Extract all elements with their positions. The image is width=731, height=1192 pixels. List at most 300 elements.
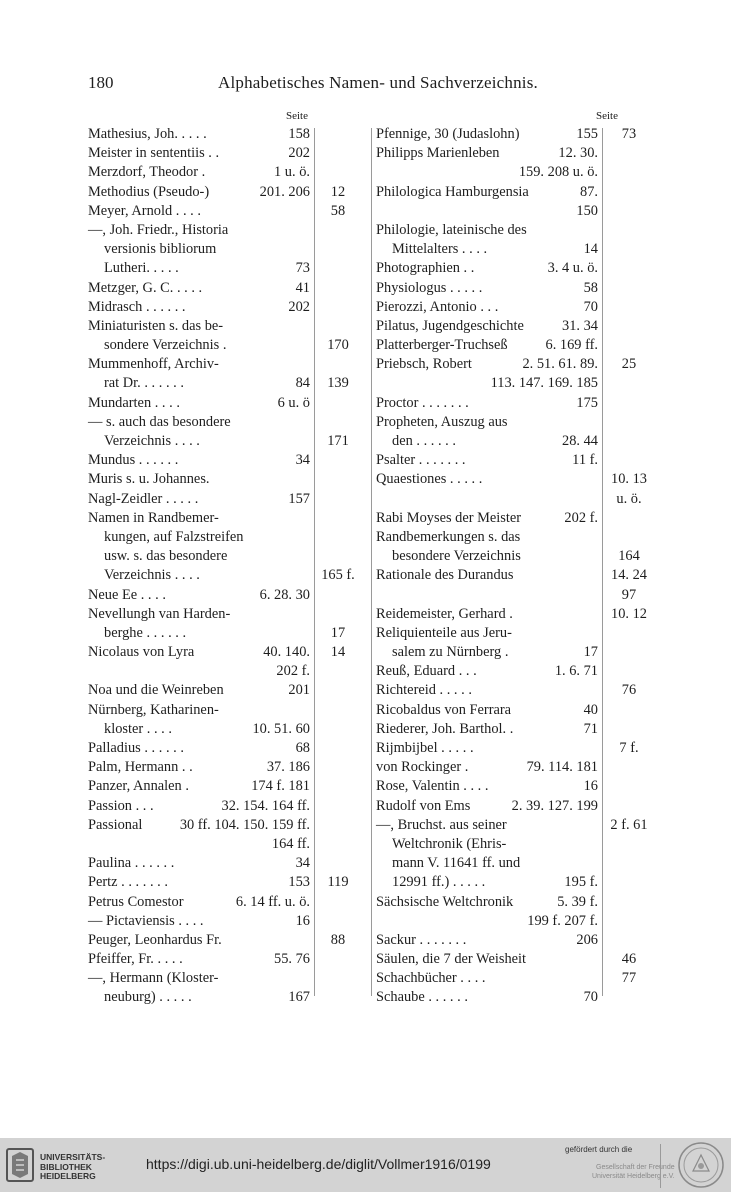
supplement-page: 2 f. 61 bbox=[610, 816, 648, 833]
supplement-page bbox=[602, 202, 656, 221]
column-rule bbox=[371, 128, 372, 996]
supplement-page bbox=[602, 317, 656, 336]
footer-divider bbox=[660, 1144, 661, 1188]
index-entry bbox=[88, 509, 310, 528]
index-entry bbox=[88, 662, 310, 681]
entry-term: Merzdorf, Theodor . bbox=[88, 164, 206, 181]
entry-term: —, Joh. Friedr., Historia bbox=[88, 221, 229, 238]
index-entry bbox=[88, 279, 310, 298]
entry-pages: 34 bbox=[295, 452, 310, 469]
entry-pages: 73 bbox=[295, 260, 310, 277]
index-entry bbox=[376, 394, 598, 413]
entry-term: Pertz . . . . . . . bbox=[88, 874, 168, 891]
entry-term: kungen, auf Falzstreifen bbox=[104, 528, 244, 545]
entry-term: Noa und die Weinreben bbox=[88, 682, 224, 699]
entry-term: Nürnberg, Katharinen- bbox=[88, 701, 219, 718]
index-entry bbox=[88, 202, 310, 221]
entry-term: —, Bruchst. aus seiner bbox=[376, 816, 507, 833]
index-entry bbox=[88, 240, 310, 259]
index-entry bbox=[376, 605, 598, 624]
entry-term: — s. auch das besondere bbox=[88, 413, 231, 430]
entry-term: Passional bbox=[88, 816, 143, 833]
index-entry bbox=[88, 777, 310, 796]
index-entry bbox=[88, 125, 310, 144]
index-entry bbox=[88, 451, 310, 470]
entry-pages: 2. 39. 127. 199 bbox=[511, 797, 598, 814]
entry-term: Verzeichnis . . . . bbox=[104, 567, 200, 584]
index-entry bbox=[88, 893, 310, 912]
supplement-page bbox=[314, 969, 362, 988]
entry-term: usw. s. das besondere bbox=[104, 548, 228, 565]
entry-term: sondere Verzeichnis . bbox=[104, 337, 227, 354]
entry-term: Panzer, Annalen . bbox=[88, 778, 189, 795]
index-entry bbox=[376, 240, 598, 259]
supplement-page: 171 bbox=[327, 433, 349, 449]
index-entry bbox=[376, 643, 598, 662]
right-index-column bbox=[376, 125, 598, 1008]
supplement-page bbox=[314, 298, 362, 317]
entry-term: Meister in sententiis . . bbox=[88, 145, 220, 162]
entry-pages: 79. 114. 181 bbox=[526, 759, 598, 776]
entry-pages: 87. bbox=[580, 183, 598, 200]
entry-pages: 31. 34 bbox=[562, 317, 598, 334]
entry-term: mann V. 11641 ff. und bbox=[392, 855, 521, 872]
entry-term: Methodius (Pseudo-) bbox=[88, 183, 210, 200]
supplement-page bbox=[314, 355, 362, 374]
entry-term: Pfennige, 30 (Judaslohn) bbox=[376, 126, 520, 142]
index-entry bbox=[88, 490, 310, 509]
entry-pages: 6. 28. 30 bbox=[259, 586, 310, 603]
supplement-page bbox=[602, 797, 656, 816]
supplement-page bbox=[314, 797, 362, 816]
supplement-page bbox=[314, 912, 362, 931]
supplement-page bbox=[314, 950, 362, 969]
entry-pages: 17 bbox=[583, 644, 598, 661]
entry-term: Neue Ee . . . . bbox=[88, 586, 166, 603]
index-entry bbox=[88, 681, 310, 700]
entry-pages: 199 f. 207 f. bbox=[527, 912, 598, 929]
supplement-page bbox=[314, 662, 362, 681]
entry-pages: 158 bbox=[288, 126, 310, 142]
entry-term: Richtereid . . . . . bbox=[376, 682, 472, 699]
supplement-page: u. ö. bbox=[616, 490, 642, 507]
supplement-page bbox=[602, 144, 656, 163]
supplement-page bbox=[602, 720, 656, 739]
index-entry bbox=[88, 854, 310, 873]
entry-pages: 32. 154. 164 ff. bbox=[221, 797, 310, 814]
index-entry bbox=[376, 662, 598, 681]
supplement-page: 139 bbox=[327, 375, 349, 392]
entry-pages: 6. 169 ff. bbox=[545, 337, 598, 354]
entry-term: Philologica Hamburgensia bbox=[376, 183, 529, 200]
supplement-page bbox=[314, 240, 362, 259]
supplement-page: 14. 24 bbox=[611, 567, 647, 584]
supplement-page bbox=[314, 470, 362, 489]
left-index-column bbox=[88, 125, 310, 1008]
index-entry bbox=[88, 816, 310, 835]
index-entry bbox=[88, 739, 310, 758]
supplement-page: 77 bbox=[621, 970, 637, 987]
supplement-page: 46 bbox=[621, 951, 637, 968]
index-entry bbox=[376, 336, 598, 355]
entry-term: Rudolf von Ems bbox=[376, 797, 471, 814]
index-entry bbox=[376, 681, 598, 700]
entry-term: besondere Verzeichnis bbox=[392, 548, 521, 565]
index-entry bbox=[376, 528, 598, 547]
supplement-page: 88 bbox=[330, 931, 346, 948]
index-entry bbox=[88, 470, 310, 489]
supplement-page bbox=[314, 586, 362, 605]
index-entry bbox=[376, 279, 598, 298]
supplement-page: 10. 12 bbox=[611, 605, 647, 622]
index-entry bbox=[376, 451, 598, 470]
entry-term: Photographien . . bbox=[376, 260, 475, 277]
index-entry bbox=[88, 586, 310, 605]
supplement-page bbox=[314, 125, 362, 144]
supplement-page bbox=[602, 336, 656, 355]
supplement-page: 76 bbox=[621, 682, 637, 699]
supplement-page bbox=[314, 816, 362, 835]
supplement-page bbox=[602, 931, 656, 950]
entry-term: Namen in Randbemer- bbox=[88, 509, 219, 526]
entry-term: Mathesius, Joh. . . . . bbox=[88, 126, 207, 142]
supplement-page bbox=[602, 988, 656, 1007]
index-entry bbox=[88, 566, 310, 585]
entry-pages: 11 f. bbox=[572, 452, 598, 469]
entry-pages: 34 bbox=[295, 855, 310, 872]
entry-term: Nicolaus von Lyra bbox=[88, 644, 195, 661]
entry-pages: 84 bbox=[295, 375, 310, 392]
entry-term: Muris s. u. Johannes. bbox=[88, 471, 210, 488]
entry-term: Rationale des Durandus bbox=[376, 567, 514, 584]
entry-pages: 16 bbox=[583, 778, 598, 795]
supplement-page: 17 bbox=[330, 624, 346, 641]
entry-term: Reliquienteile aus Jeru- bbox=[376, 624, 512, 641]
entry-term: den . . . . . . bbox=[392, 433, 456, 449]
index-entry bbox=[88, 605, 310, 624]
index-entry bbox=[88, 394, 310, 413]
index-entry bbox=[376, 988, 598, 1007]
supplement-page bbox=[314, 777, 362, 796]
supplement-page bbox=[314, 835, 362, 854]
index-entry bbox=[88, 912, 310, 931]
entry-term: Mittelalters . . . . bbox=[392, 241, 488, 258]
entry-pages: 157 bbox=[288, 490, 310, 507]
supplement-page: 10. 13 bbox=[611, 471, 647, 488]
supplement-page: 119 bbox=[327, 874, 349, 891]
library-logo-icon bbox=[6, 1148, 34, 1182]
entry-pages: 58 bbox=[583, 279, 598, 296]
supplement-page: 14 bbox=[330, 644, 346, 661]
entry-pages: 201 bbox=[288, 682, 310, 699]
entry-pages: 3. 4 u. ö. bbox=[547, 260, 598, 277]
supplement-page bbox=[314, 893, 362, 912]
entry-term: Propheten, Auszug aus bbox=[376, 413, 508, 430]
index-entry bbox=[376, 854, 598, 873]
entry-term: Rijmbijbel . . . . . bbox=[376, 740, 474, 756]
entry-term: Miniaturisten s. das be- bbox=[88, 317, 224, 334]
index-entry bbox=[376, 259, 598, 278]
supplement-page bbox=[602, 183, 656, 202]
entry-pages: 14 bbox=[583, 241, 598, 258]
supplement-page bbox=[314, 413, 362, 432]
entry-pages: 206 bbox=[576, 931, 598, 948]
supplement-page bbox=[602, 279, 656, 298]
supplement-page bbox=[602, 451, 656, 470]
entry-pages: 167 bbox=[288, 989, 310, 1006]
entry-term: Pilatus, Jugendgeschichte bbox=[376, 317, 524, 334]
left-supplement-column bbox=[314, 125, 362, 1008]
supplement-page: 7 f. bbox=[619, 740, 639, 756]
index-entry bbox=[88, 221, 310, 240]
supplement-page bbox=[602, 240, 656, 259]
entry-term: Nevellungh van Harden- bbox=[88, 605, 231, 622]
entry-pages: 55. 76 bbox=[274, 951, 310, 968]
entry-term: Riederer, Joh. Barthol. . bbox=[376, 720, 514, 737]
supplement-page bbox=[602, 893, 656, 912]
index-entry bbox=[376, 931, 598, 950]
entry-pages: 41 bbox=[295, 279, 310, 296]
supplement-page bbox=[602, 854, 656, 873]
entry-pages: 37. 186 bbox=[266, 759, 310, 776]
index-entry bbox=[376, 317, 598, 336]
entry-pages: 6 u. ö bbox=[277, 394, 310, 411]
entry-term: Metzger, G. C. . . . . bbox=[88, 279, 203, 296]
entry-pages: 164 ff. bbox=[271, 835, 310, 852]
entry-term: Mundarten . . . . bbox=[88, 394, 180, 411]
entry-term: Mundus . . . . . . bbox=[88, 452, 179, 469]
supplement-page: 73 bbox=[621, 126, 637, 142]
supplement-page bbox=[602, 777, 656, 796]
supplement-page bbox=[602, 701, 656, 720]
source-url[interactable]: https://digi.ub.uni-heidelberg.de/diglit/Vollmer1916/0199 bbox=[146, 1156, 491, 1172]
index-entry bbox=[88, 298, 310, 317]
entry-term: Randbemerkungen s. das bbox=[376, 528, 521, 545]
supplement-page bbox=[602, 624, 656, 643]
entry-term: Priebsch, Robert bbox=[376, 356, 472, 373]
entry-term: Verzeichnis . . . . bbox=[104, 433, 200, 449]
index-entry bbox=[88, 931, 310, 950]
index-entry bbox=[88, 432, 310, 451]
entry-term: Mummenhoff, Archiv- bbox=[88, 356, 219, 373]
index-entry bbox=[88, 720, 310, 739]
supplement-page bbox=[314, 988, 362, 1007]
supplement-page bbox=[314, 528, 362, 547]
entry-pages: 5. 39 f. bbox=[557, 893, 598, 910]
index-entry bbox=[88, 988, 310, 1007]
entry-pages: 202 f. bbox=[276, 663, 310, 680]
entry-term: Weltchronik (Ehris- bbox=[392, 835, 507, 852]
supplement-page bbox=[602, 758, 656, 777]
index-entry bbox=[376, 183, 598, 202]
index-entry bbox=[88, 183, 310, 202]
supplement-page bbox=[314, 490, 362, 509]
index-entry bbox=[88, 950, 310, 969]
society-name: Gesellschaft der Freunde Universität Heidelberg e.V. bbox=[592, 1164, 675, 1180]
index-entry bbox=[88, 643, 310, 662]
index-entry bbox=[376, 950, 598, 969]
supplement-page: 25 bbox=[621, 356, 637, 373]
index-entry bbox=[88, 528, 310, 547]
supplement-page bbox=[602, 509, 656, 528]
index-entry bbox=[376, 355, 598, 374]
entry-term: salem zu Nürnberg . bbox=[392, 644, 509, 661]
entry-term: berghe . . . . . . bbox=[104, 624, 187, 641]
index-entry bbox=[88, 835, 310, 854]
entry-term: versionis bibliorum bbox=[104, 241, 217, 258]
entry-term: Säulen, die 7 der Weisheit bbox=[376, 951, 527, 968]
index-entry bbox=[88, 624, 310, 643]
entry-term: Schaube . . . . . . bbox=[376, 989, 468, 1006]
entry-term: 12991 ff.) . . . . . bbox=[392, 874, 486, 891]
supplement-page bbox=[602, 835, 656, 854]
entry-pages: 68 bbox=[295, 740, 310, 756]
entry-pages: 202 bbox=[288, 145, 310, 162]
supplement-page bbox=[314, 605, 362, 624]
supplement-page bbox=[314, 681, 362, 700]
entry-pages: 40 bbox=[583, 701, 598, 718]
index-entry bbox=[376, 413, 598, 432]
entry-term: Rabi Moyses der Meister bbox=[376, 509, 522, 526]
supplement-page bbox=[602, 221, 656, 240]
index-entry bbox=[88, 797, 310, 816]
entry-pages: 70 bbox=[583, 989, 598, 1006]
entry-term: Rose, Valentin . . . . bbox=[376, 778, 489, 795]
entry-pages: 2. 51. 61. 89. bbox=[522, 356, 598, 373]
index-entry bbox=[376, 835, 598, 854]
supplement-page bbox=[314, 547, 362, 566]
index-entry bbox=[88, 701, 310, 720]
entry-pages: 202 f. bbox=[564, 509, 598, 526]
index-entry bbox=[376, 912, 598, 931]
index-entry bbox=[376, 490, 598, 509]
entry-pages: 12. 30. bbox=[558, 145, 598, 162]
entry-pages: 10. 51. 60 bbox=[252, 720, 310, 737]
entry-term: Proctor . . . . . . . bbox=[376, 394, 469, 411]
entry-term: neuburg) . . . . . bbox=[104, 989, 192, 1006]
entry-term: Philologie, lateinische des bbox=[376, 221, 527, 238]
supplement-page: 12 bbox=[330, 183, 346, 200]
index-entry bbox=[376, 777, 598, 796]
index-entry bbox=[376, 893, 598, 912]
entry-pages: 153 bbox=[288, 874, 310, 891]
entry-term: Reuß, Eduard . . . bbox=[376, 663, 477, 680]
supplement-page bbox=[602, 912, 656, 931]
supplement-page bbox=[602, 643, 656, 662]
index-entry bbox=[376, 221, 598, 240]
entry-term: Passion . . . bbox=[88, 797, 154, 814]
supplement-page: 165 f. bbox=[321, 567, 355, 584]
entry-term: Philipps Marienleben bbox=[376, 145, 500, 162]
index-entry bbox=[376, 797, 598, 816]
entry-term: rat Dr. . . . . . . bbox=[104, 375, 184, 392]
supplement-page bbox=[602, 259, 656, 278]
entry-term: Platterberger-Truchseß bbox=[376, 337, 508, 354]
entry-term: Lutheri. . . . . bbox=[104, 260, 179, 277]
seite-label-right: Seite bbox=[596, 110, 618, 122]
supplement-page bbox=[314, 279, 362, 298]
seite-label-left: Seite bbox=[286, 110, 308, 122]
entry-term: Palladius . . . . . . bbox=[88, 740, 184, 756]
entry-term: Quaestiones . . . . . bbox=[376, 471, 483, 488]
supplement-page bbox=[314, 720, 362, 739]
supplement-page bbox=[314, 144, 362, 163]
supplement-page: 58 bbox=[330, 202, 346, 219]
column-rule bbox=[602, 128, 603, 996]
supplement-page bbox=[602, 374, 656, 393]
index-entry bbox=[88, 547, 310, 566]
supplement-page bbox=[602, 394, 656, 413]
index-entry bbox=[376, 739, 598, 758]
entry-term: Palm, Hermann . . bbox=[88, 759, 193, 776]
entry-pages: 155 bbox=[576, 126, 598, 142]
entry-term: — Pictaviensis . . . . bbox=[88, 912, 204, 929]
entry-term: Sächsische Weltchronik bbox=[376, 893, 514, 910]
index-entry bbox=[88, 413, 310, 432]
entry-term: Schachbücher . . . . bbox=[376, 970, 486, 987]
entry-pages: 175 bbox=[576, 394, 598, 411]
entry-term: —, Hermann (Kloster- bbox=[88, 970, 219, 987]
entry-term: Pfeiffer, Fr. . . . . bbox=[88, 951, 183, 968]
index-entry bbox=[376, 163, 598, 182]
supplement-page bbox=[314, 394, 362, 413]
entry-term: Meyer, Arnold . . . . bbox=[88, 202, 201, 219]
entry-pages: 201. 206 bbox=[259, 183, 310, 200]
page-number: 180 bbox=[88, 73, 114, 92]
entry-pages: 150 bbox=[576, 202, 598, 219]
index-entry bbox=[88, 758, 310, 777]
index-entry bbox=[376, 547, 598, 566]
index-entry bbox=[376, 624, 598, 643]
supplement-page bbox=[602, 528, 656, 547]
entry-pages: 1 u. ö. bbox=[274, 164, 310, 181]
entry-term: Pierozzi, Antonio . . . bbox=[376, 298, 499, 315]
entry-pages: 16 bbox=[295, 912, 310, 929]
index-entry bbox=[376, 586, 598, 605]
index-entry bbox=[376, 432, 598, 451]
index-entry bbox=[88, 873, 310, 892]
entry-term: Sackur . . . . . . . bbox=[376, 931, 467, 948]
index-entry bbox=[88, 374, 310, 393]
entry-term: Peuger, Leonhardus Fr. bbox=[88, 931, 222, 948]
entry-term: Midrasch . . . . . . bbox=[88, 298, 186, 315]
entry-pages: 40. 140. bbox=[263, 644, 310, 661]
entry-term: Nagl-Zeidler . . . . . bbox=[88, 490, 199, 507]
page-title: Alphabetisches Namen- und Sachverzeichnis. bbox=[218, 73, 538, 92]
index-entry bbox=[376, 374, 598, 393]
index-entry bbox=[88, 144, 310, 163]
index-entry bbox=[88, 317, 310, 336]
index-entry bbox=[376, 566, 598, 585]
supplement-page bbox=[314, 758, 362, 777]
index-entry bbox=[88, 163, 310, 182]
university-seal-icon bbox=[677, 1141, 725, 1189]
entry-pages: 159. 208 u. ö. bbox=[518, 164, 598, 181]
index-entry bbox=[88, 259, 310, 278]
entry-pages: 113. 147. 169. 185 bbox=[490, 375, 598, 392]
entry-term: von Rockinger . bbox=[376, 759, 469, 776]
supplement-page bbox=[314, 739, 362, 758]
supplement-page bbox=[602, 873, 656, 892]
entry-pages: 28. 44 bbox=[562, 433, 598, 449]
entry-pages: 174 f. 181 bbox=[251, 778, 310, 795]
entry-term: Reidemeister, Gerhard . bbox=[376, 605, 513, 622]
index-entry bbox=[88, 336, 310, 355]
supplement-page bbox=[602, 432, 656, 451]
supplement-page bbox=[602, 413, 656, 432]
entry-term: Psalter . . . . . . . bbox=[376, 452, 466, 469]
index-entry bbox=[88, 355, 310, 374]
